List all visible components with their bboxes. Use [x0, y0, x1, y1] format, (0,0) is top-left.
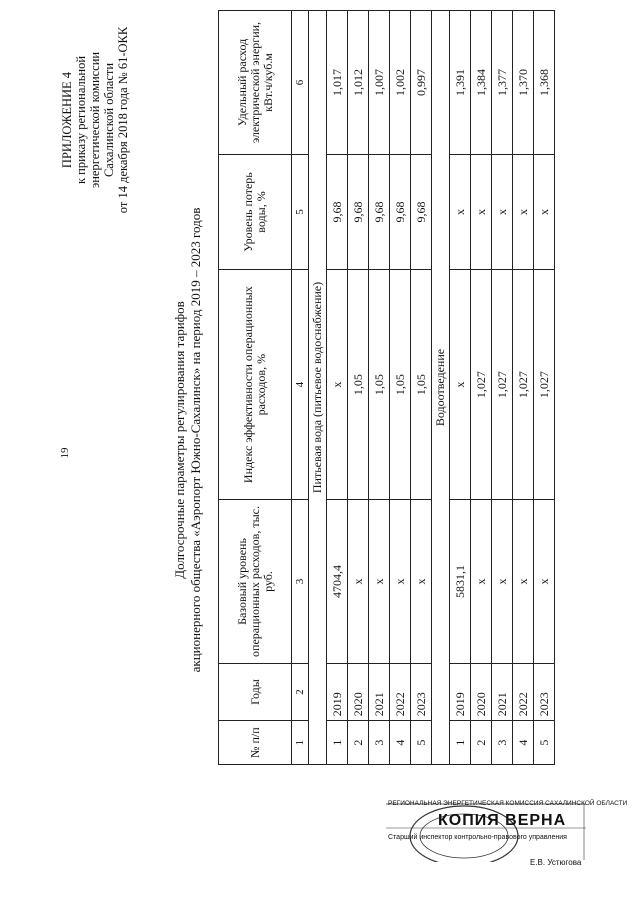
table-row — [534, 11, 555, 765]
table-cell: 4704,4 — [327, 500, 348, 663]
table-cell: x — [369, 500, 390, 663]
table-cell: 2021 — [369, 663, 390, 721]
table-cell: 5 — [534, 721, 555, 765]
stamp-org: РЕГИОНАЛЬНАЯ ЭНЕРГЕТИЧЕСКАЯ КОМИССИЯ САХАЛИНСКОЙ ОБЛАСТИ — [388, 800, 628, 807]
section-title: Питьевая вода (питьевое водоснабжение) — [309, 11, 327, 765]
index-cell: 2 — [292, 663, 309, 721]
table-cell: 2021 — [492, 663, 513, 721]
table-body — [309, 11, 555, 765]
table-cell: 1,05 — [369, 270, 390, 500]
table-row — [411, 11, 432, 765]
header-cell: Удельный расход электрической энергии, кВт.ч/куб.м — [219, 11, 292, 155]
table-cell: 1,05 — [411, 270, 432, 500]
stamp-copy: КОПИЯ ВЕРНА — [438, 812, 567, 829]
table-cell: 3 — [369, 721, 390, 765]
table-row — [327, 11, 348, 765]
table-row — [390, 11, 411, 765]
table-cell: 2 — [471, 721, 492, 765]
table-cell: 9,68 — [390, 154, 411, 269]
table-cell: x — [513, 154, 534, 269]
table-cell: 5 — [411, 721, 432, 765]
table-cell: x — [348, 500, 369, 663]
stamp-graphic — [386, 800, 586, 862]
table-row — [471, 11, 492, 765]
table-cell: x — [450, 154, 471, 269]
table-cell: 1,027 — [534, 270, 555, 500]
table-row — [369, 11, 390, 765]
table-cell: 1,017 — [327, 11, 348, 155]
table-cell: 1,370 — [513, 11, 534, 155]
table-cell: 1,368 — [534, 11, 555, 155]
index-cell: 5 — [292, 154, 309, 269]
table-cell: 1,012 — [348, 11, 369, 155]
table-header-row — [219, 11, 292, 765]
header-cell: Базовый уровень операционных расходов, тыс. руб. — [219, 500, 292, 663]
index-cell: 6 — [292, 11, 309, 155]
table-cell: 1,027 — [492, 270, 513, 500]
table-cell: x — [450, 270, 471, 500]
table-cell: 2 — [348, 721, 369, 765]
table-cell: 4 — [513, 721, 534, 765]
table-row — [348, 11, 369, 765]
title-line: акционерного общества «Аэропорт Южно-Сахалинск» на период 2019 – 2023 годов — [188, 207, 203, 673]
table-cell: 2023 — [534, 663, 555, 721]
table-row — [450, 11, 471, 765]
header-cell: № п/п — [219, 721, 292, 765]
index-cell: 4 — [292, 270, 309, 500]
appendix-block — [60, 20, 130, 220]
table-cell: 1,384 — [471, 11, 492, 155]
table-cell: 2022 — [513, 663, 534, 721]
rotated-page-content — [20, 20, 620, 860]
document-title — [172, 60, 204, 820]
table-cell: 2022 — [390, 663, 411, 721]
table-cell: x — [471, 154, 492, 269]
stamp-signer-name: Е.В. Устюгова — [530, 858, 582, 867]
page-number: 19 — [59, 447, 71, 459]
table-cell: 1,05 — [390, 270, 411, 500]
stamp-position: Старший инспектор контрольно-правового управления — [388, 834, 567, 841]
table-cell: 2020 — [348, 663, 369, 721]
table-cell: 2019 — [327, 663, 348, 721]
table-row — [492, 11, 513, 765]
index-cell: 1 — [292, 721, 309, 765]
table-cell: x — [411, 500, 432, 663]
tariff-table — [218, 10, 555, 765]
table-cell: 2019 — [450, 663, 471, 721]
table-cell: x — [534, 500, 555, 663]
table-cell: 1,05 — [348, 270, 369, 500]
table-cell: x — [471, 500, 492, 663]
index-cell: 3 — [292, 500, 309, 663]
table-cell: 2023 — [411, 663, 432, 721]
table-cell: 1,027 — [513, 270, 534, 500]
appendix-line: от 14 декабря 2018 года № 61-ОКК — [116, 26, 130, 214]
table-row — [513, 11, 534, 765]
table-cell: 9,68 — [369, 154, 390, 269]
table-cell: x — [492, 500, 513, 663]
table-cell: x — [327, 270, 348, 500]
appendix-line: Сахалинской области — [102, 62, 116, 178]
table-cell: 9,68 — [348, 154, 369, 269]
column-index-row — [292, 11, 309, 765]
table-cell: x — [534, 154, 555, 269]
table-cell: x — [513, 500, 534, 663]
section-row — [309, 11, 327, 765]
table-cell: 9,68 — [411, 154, 432, 269]
table-cell: 5831,1 — [450, 500, 471, 663]
table-cell: 1,002 — [390, 11, 411, 155]
table-cell: x — [492, 154, 513, 269]
section-title: Водоотведение — [432, 11, 450, 765]
table-cell: 9,68 — [327, 154, 348, 269]
appendix-line: к приказу региональной — [74, 55, 88, 185]
section-row — [432, 11, 450, 765]
table-cell: 1,027 — [471, 270, 492, 500]
header-cell: Уровень потерь воды, % — [219, 154, 292, 269]
table-cell: 3 — [492, 721, 513, 765]
table-cell: 1,391 — [450, 11, 471, 155]
table-cell: x — [390, 500, 411, 663]
appendix-title: ПРИЛОЖЕНИЕ 4 — [60, 71, 74, 169]
table-cell: 1,377 — [492, 11, 513, 155]
table-cell: 1,007 — [369, 11, 390, 155]
title-line: Долгосрочные параметры регулирования тарифов — [172, 301, 187, 579]
table-cell: 2020 — [471, 663, 492, 721]
header-cell: Индекс эффективности операционных расходов, % — [219, 270, 292, 500]
appendix-line: энергетической комиссии — [88, 51, 102, 189]
table-cell: 0,997 — [411, 11, 432, 155]
header-cell: Годы — [219, 663, 292, 721]
table-cell: 4 — [390, 721, 411, 765]
table-cell: 1 — [450, 721, 471, 765]
table-cell: 1 — [327, 721, 348, 765]
